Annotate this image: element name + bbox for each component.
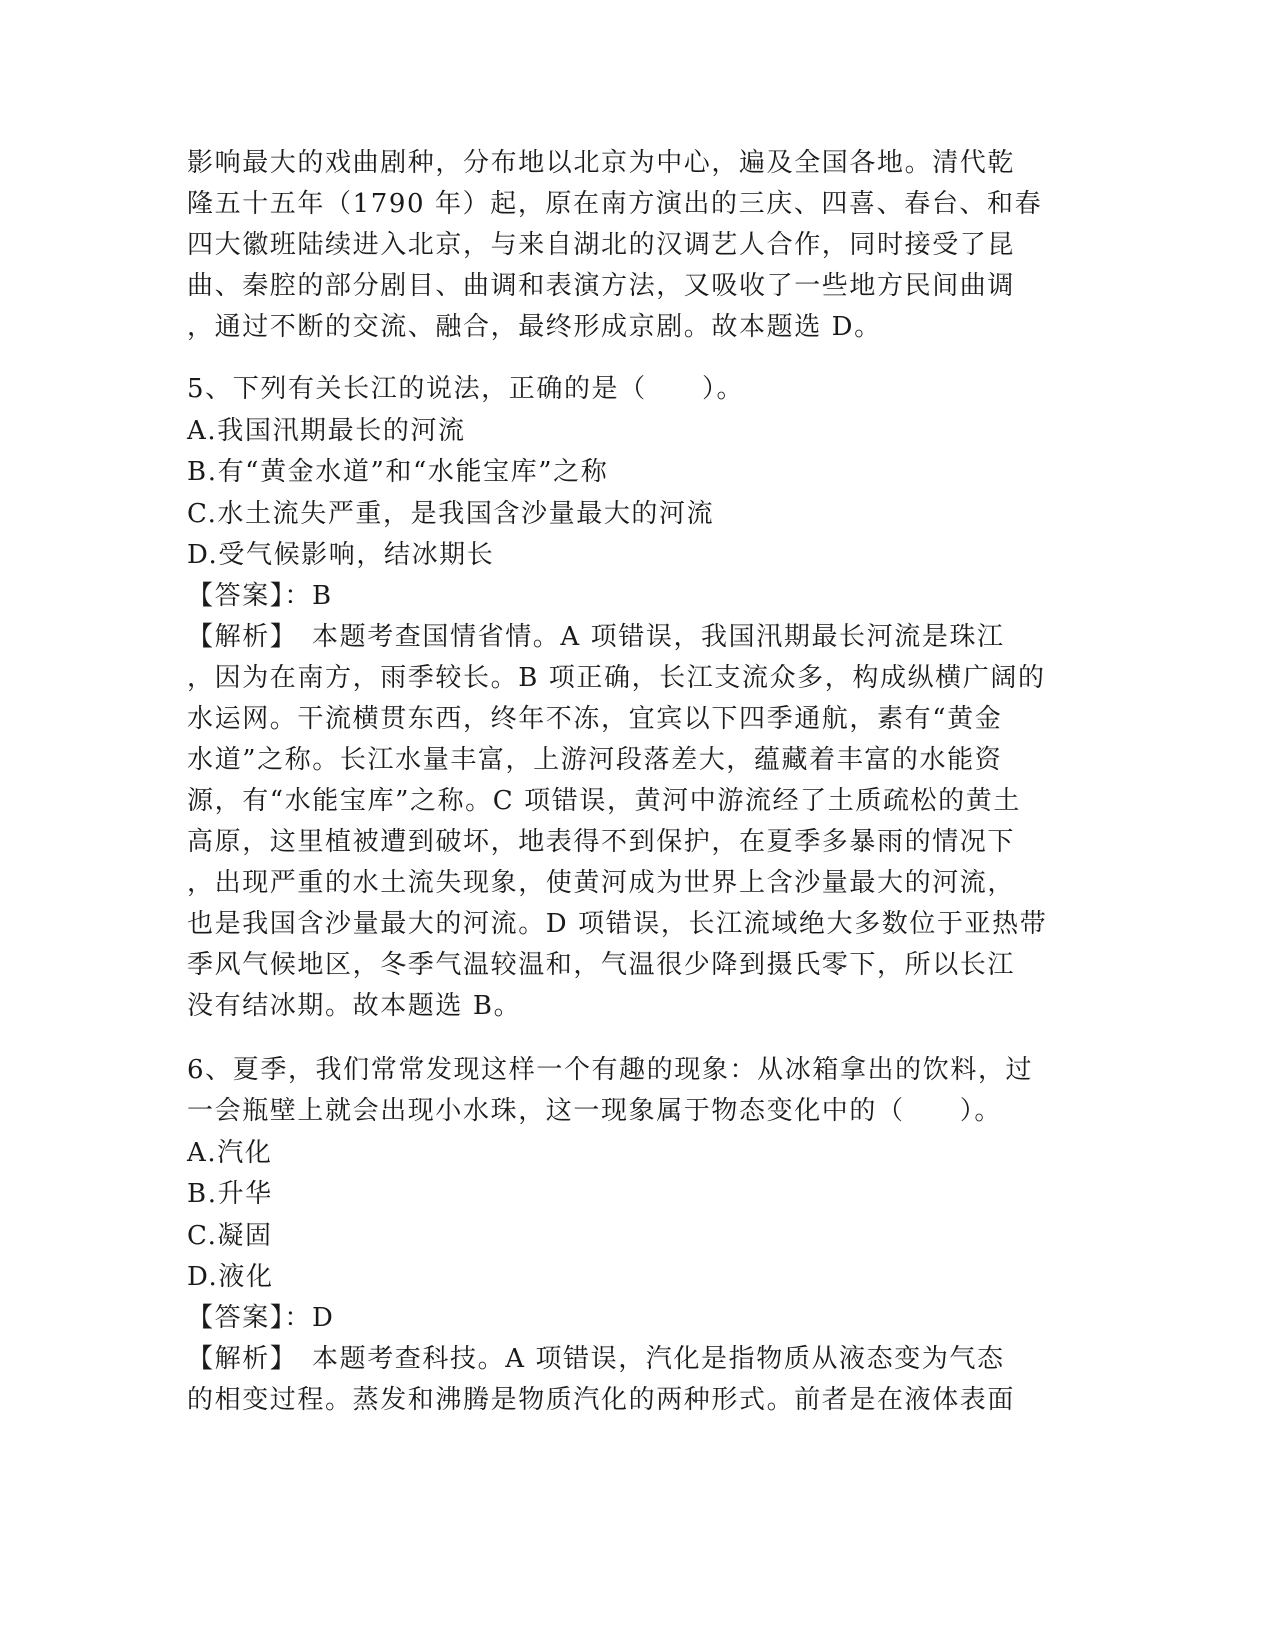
q5-analysis-line: 高原，这里植被遭到破坏，地表得不到保护，在夏季多暴雨的情况下	[187, 827, 1016, 857]
q6-option-d: D.液化	[187, 1262, 274, 1292]
q6-analysis-line: 的相变过程。蒸发和沸腾是物质汽化的两种形式。前者是在液体表面	[187, 1385, 1016, 1415]
q4-analysis-line: 隆五十五年（1790 年）起，原在南方演出的三庆、四喜、春台、和春	[187, 189, 1043, 219]
q4-analysis-line: 四大徽班陆续进入北京，与来自湖北的汉调艺人合作，同时接受了昆	[187, 230, 1016, 260]
q4-analysis-line: ，通过不断的交流、融合，最终形成京剧。故本题选 D。	[187, 312, 882, 342]
q4-analysis-line: 曲、秦腔的部分剧目、曲调和表演方法，又吸收了一些地方民间曲调	[187, 271, 1016, 301]
q6-answer: 【答案】：D	[187, 1303, 335, 1333]
q5-option-d: D.受气候影响，结冰期长	[187, 540, 495, 570]
q5-option-b: B.有“黄金水道”和“水能宝库”之称	[187, 457, 609, 487]
q5-option-c: C.水土流失严重，是我国含沙量最大的河流	[187, 499, 715, 529]
q5-analysis-line: ，因为在南方，雨季较长。B 项正确，长江支流众多，构成纵横广阔的	[187, 663, 1046, 693]
q6-option-b: B.升华	[187, 1179, 273, 1209]
q5-analysis-line: 水运网。干流横贯东西，终年不冻，宜宾以下四季通航，素有“黄金	[187, 704, 1003, 734]
q5-analysis-line: 季风气候地区，冬季气温较温和，气温很少降到摄氏零下，所以长江	[187, 950, 1016, 980]
q5-analysis-line: 也是我国含沙量最大的河流。D 项错误，长江流域绝大多数位于亚热带	[187, 909, 1048, 939]
q6-stem-line: 6、夏季，我们常常发现这样一个有趣的现象：从冰箱拿出的饮料，过	[187, 1055, 1034, 1085]
q5-answer: 【答案】：B	[187, 581, 333, 611]
q5-analysis-line: 源，有“水能宝库”之称。C 项错误，黄河中游流经了土质疏松的黄土	[187, 786, 1021, 816]
q5-analysis-line: 水道”之称。长江水量丰富，上游河段落差大，蕴藏着丰富的水能资	[187, 745, 1003, 775]
q6-analysis-line: 【解析】 本题考查科技。A 项错误，汽化是指物质从液态变为气态	[187, 1344, 1005, 1374]
q5-option-a: A.我国汛期最长的河流	[187, 416, 466, 446]
q6-option-a: A.汽化	[187, 1138, 273, 1168]
q6-option-c: C.凝固	[187, 1221, 273, 1251]
q4-analysis-line: 影响最大的戏曲剧种，分布地以北京为中心，遍及全国各地。清代乾	[187, 148, 1016, 178]
q5-stem: 5、下列有关长江的说法，正确的是（ ）。	[187, 374, 745, 404]
q5-analysis-line: 【解析】 本题考查国情省情。A 项错误，我国汛期最长河流是珠江	[187, 622, 1005, 652]
q6-stem-line: 一会瓶壁上就会出现小水珠，这一现象属于物态变化中的（ ）。	[187, 1096, 1003, 1126]
q5-analysis-line: 没有结冰期。故本题选 B。	[187, 991, 522, 1021]
q5-analysis-line: ，出现严重的水土流失现象，使黄河成为世界上含沙量最大的河流，	[187, 868, 1016, 898]
